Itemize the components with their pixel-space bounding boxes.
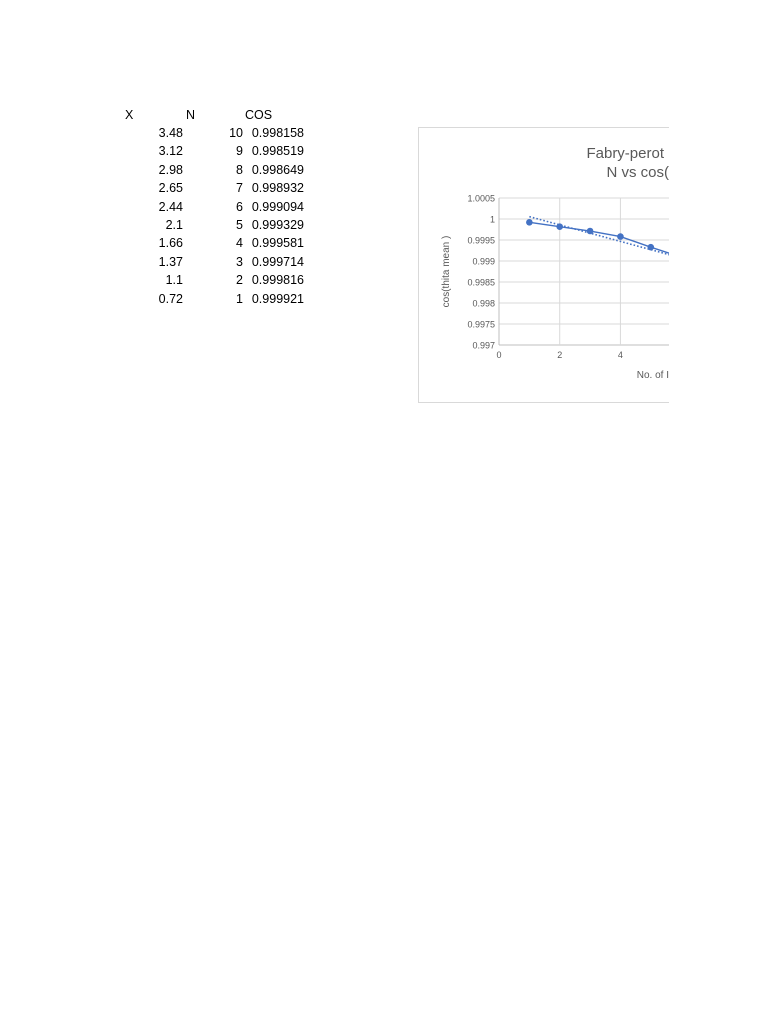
cell-n: 7 xyxy=(236,181,243,196)
cell-cos: 0.999816 xyxy=(251,273,304,288)
cell-n: 2 xyxy=(236,273,243,288)
cell-n: 3 xyxy=(236,254,243,269)
data-point[interactable] xyxy=(617,233,624,240)
x-tick-label: 0 xyxy=(496,350,502,360)
cell-x: 3.12 xyxy=(158,144,183,159)
cell-n: 9 xyxy=(236,144,243,159)
y-tick-label: 0.997 xyxy=(472,340,495,351)
y-axis-label: cos(thita mean ) xyxy=(441,235,452,308)
cell-n: 10 xyxy=(229,126,243,140)
chart-title: Fabry-perot xyxy=(586,145,664,162)
cell-cos: 0.999329 xyxy=(251,218,304,232)
tick-labels xyxy=(467,194,622,361)
cell-cos: 0.999714 xyxy=(251,254,304,269)
data-point[interactable] xyxy=(647,244,654,251)
y-tick-label: 0.998 xyxy=(472,298,495,309)
y-tick-label: 0.9995 xyxy=(467,235,495,246)
chart-subtitle: N vs cos( xyxy=(606,164,669,181)
cell-x: 0.72 xyxy=(158,291,183,306)
header-x: X xyxy=(125,108,134,122)
cell-x: 2.98 xyxy=(158,162,183,177)
x-axis-label: No. of I xyxy=(636,370,669,381)
cell-x: 2.65 xyxy=(158,181,183,196)
cell-x: 2.44 xyxy=(158,199,183,214)
chart-container[interactable] xyxy=(418,127,669,403)
cell-cos: 0.999094 xyxy=(251,199,304,214)
x-tick-label: 2 xyxy=(557,350,563,360)
cell-n: 4 xyxy=(236,236,243,251)
cell-x: 2.1 xyxy=(165,218,183,232)
gridlines xyxy=(499,198,669,345)
data-series xyxy=(526,219,669,300)
cell-cos: 0.998932 xyxy=(251,181,304,196)
cell-cos: 0.998158 xyxy=(251,126,304,140)
cell-x: 1.1 xyxy=(165,273,183,288)
data-point[interactable] xyxy=(587,228,594,235)
cell-cos: 0.998649 xyxy=(251,162,304,177)
cell-x: 1.66 xyxy=(158,236,183,251)
cell-n: 5 xyxy=(236,218,243,232)
cell-n: 8 xyxy=(236,162,243,177)
y-tick-label: 1.0005 xyxy=(467,193,495,204)
trendline xyxy=(529,217,669,291)
y-tick-label: 0.9975 xyxy=(467,319,495,330)
y-tick-label: 0.999 xyxy=(472,256,495,267)
trendline-line xyxy=(529,217,669,291)
cell-cos: 0.999921 xyxy=(251,291,304,306)
cell-x: 3.48 xyxy=(158,126,183,140)
cell-n: 1 xyxy=(236,291,243,306)
y-tick-label: 0.9985 xyxy=(467,277,495,288)
header-n: N xyxy=(186,108,196,122)
x-tick-label: 4 xyxy=(617,350,623,360)
chart-svg xyxy=(419,128,669,402)
data-point[interactable] xyxy=(526,219,533,226)
series-line xyxy=(529,222,669,296)
data-point[interactable] xyxy=(556,223,563,230)
cell-n: 6 xyxy=(236,199,243,214)
cell-cos: 0.999581 xyxy=(251,236,304,251)
cell-cos: 0.998519 xyxy=(251,144,304,159)
y-tick-label: 1 xyxy=(489,214,495,225)
header-cos: COS xyxy=(245,108,273,122)
cell-x: 1.37 xyxy=(158,254,183,269)
